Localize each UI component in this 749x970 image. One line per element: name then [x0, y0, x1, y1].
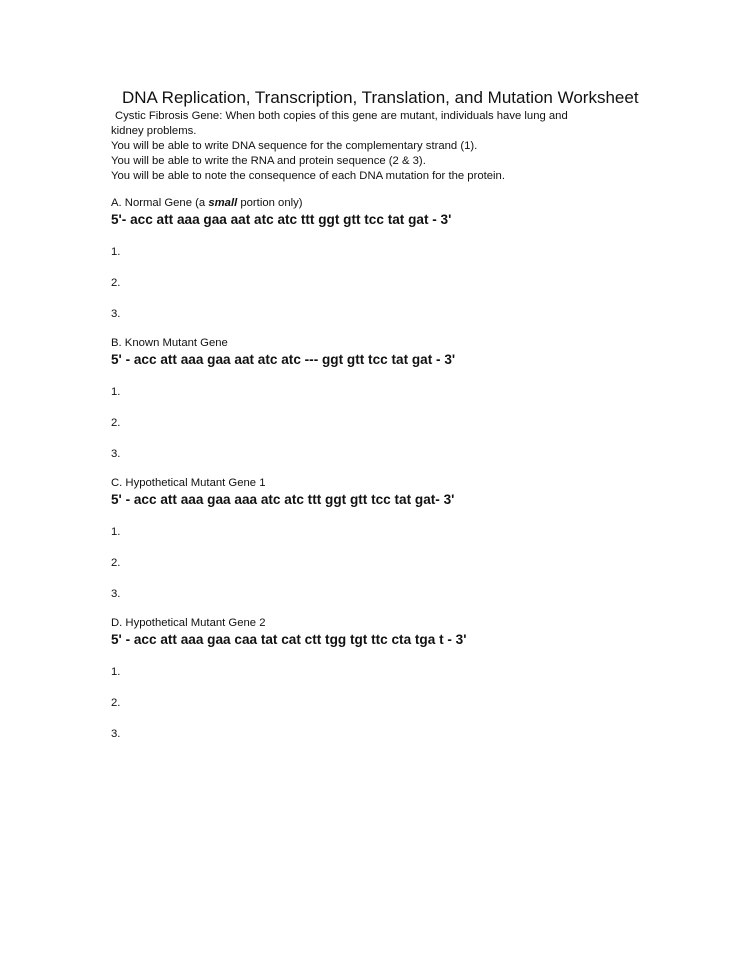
page-title: DNA Replication, Transcription, Translation, and Mutation Worksheet: [122, 88, 639, 107]
intro-line: You will be able to write the RNA and protein sequence (2 & 3).: [111, 155, 426, 167]
answer-3: 3.: [111, 308, 121, 320]
heading-text: A. Normal Gene (a: [111, 197, 209, 209]
section-heading: D. Hypothetical Mutant Gene 2: [111, 617, 266, 629]
answer-2: 2.: [111, 277, 121, 289]
answer-1: 1.: [111, 526, 121, 538]
intro-line: kidney problems.: [111, 125, 197, 137]
section-heading: [111, 196, 451, 210]
answer-1: 1.: [111, 386, 121, 398]
answer-1: 1.: [111, 246, 121, 258]
intro-line: You will be able to note the consequence of each DNA mutation for the protein.: [111, 170, 505, 182]
dna-sequence: 5'- acc att aaa gaa aat atc atc ttt ggt gtt tcc tat gat - 3': [111, 212, 452, 227]
answer-2: 2.: [111, 697, 121, 709]
answer-3: 3.: [111, 448, 121, 460]
section-normal-gene: [111, 196, 451, 321]
answer-3: 3.: [111, 588, 121, 600]
answer-2: 2.: [111, 557, 121, 569]
heading-text: portion only): [237, 197, 303, 209]
section-hypothetical-mutant-2: [111, 616, 466, 741]
intro-line: Cystic Fibrosis Gene: When both copies of this gene are mutant, individuals have lung and: [115, 110, 568, 122]
section-hypothetical-mutant-1: [111, 476, 454, 601]
answer-3: 3.: [111, 728, 121, 740]
section-heading: C. Hypothetical Mutant Gene 1: [111, 477, 266, 489]
answer-1: 1.: [111, 666, 121, 678]
intro-line: You will be able to write DNA sequence for the complementary strand (1).: [111, 140, 478, 152]
section-heading: B. Known Mutant Gene: [111, 337, 228, 349]
answer-2: 2.: [111, 417, 121, 429]
intro-text: [111, 109, 631, 184]
dna-sequence: 5' - acc att aaa gaa aat atc atc --- ggt gtt tcc tat gat - 3': [111, 352, 456, 367]
dna-sequence: 5' - acc att aaa gaa caa tat cat ctt tgg tgt ttc cta tga t - 3': [111, 632, 467, 647]
section-known-mutant: [111, 336, 455, 461]
heading-emphasis: small: [208, 197, 238, 209]
dna-sequence: 5' - acc att aaa gaa aaa atc atc ttt ggt gtt tcc tat gat- 3': [111, 492, 455, 507]
